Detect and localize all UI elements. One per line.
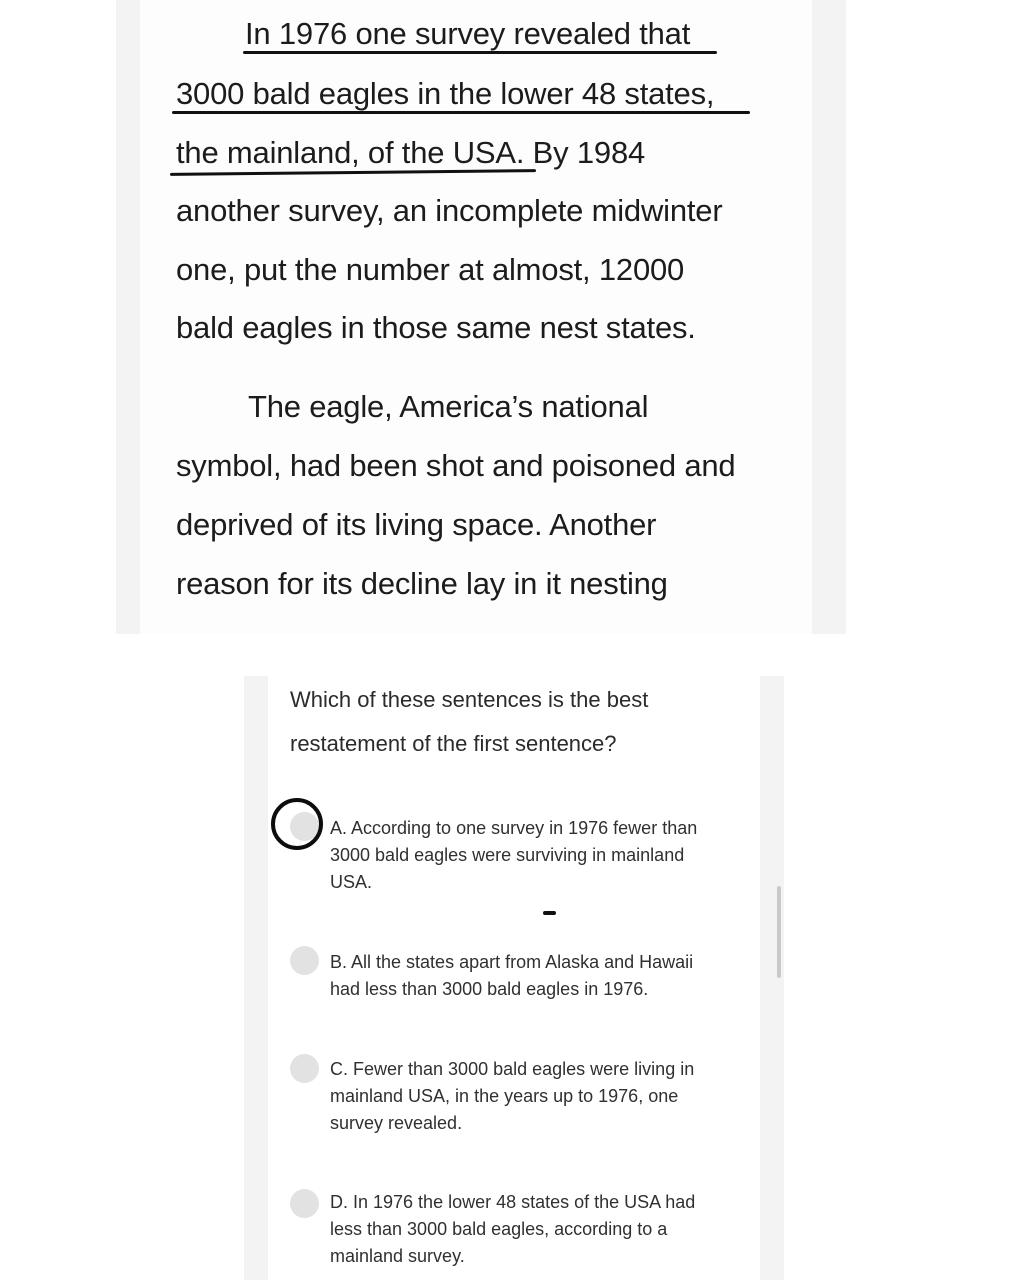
passage-line-3: the mainland, of the USA. By 1984 xyxy=(176,135,646,170)
underline-mark-1 xyxy=(243,51,717,54)
passage-line-2: 3000 bald eagles in the lower 48 states, xyxy=(176,76,715,111)
passage-line-1: In 1976 one survey revealed that xyxy=(245,16,691,51)
option-b-radio[interactable] xyxy=(290,946,319,975)
passage-line-10: reason for its decline lay in it nesting xyxy=(176,566,668,601)
question-line-2: restatement of the first sentence? xyxy=(290,731,617,756)
option-b-line-2: had less than 3000 bald eagles in 1976. xyxy=(330,979,649,999)
option-a[interactable] xyxy=(330,815,697,896)
option-c-radio[interactable] xyxy=(290,1054,319,1083)
option-d-line-2: less than 3000 bald eagles, according to a xyxy=(330,1219,668,1239)
option-c-line-2: mainland USA, in the years up to 1976, one xyxy=(330,1086,679,1106)
option-a-line-1: A. According to one survey in 1976 fewer than xyxy=(330,818,698,838)
underline-mark-2 xyxy=(172,111,750,114)
passage-line-4: another survey, an incomplete midwinter xyxy=(176,193,723,228)
option-a-line-3: USA. xyxy=(330,872,373,892)
option-c-line-1: C. Fewer than 3000 bald eagles were living in xyxy=(330,1059,695,1079)
passage-line-9: deprived of its living space. Another xyxy=(176,507,657,542)
passage-line-5: one, put the number at almost, 12000 xyxy=(176,252,685,287)
hand-drawn-circle-mark xyxy=(271,798,323,850)
passage-line-6: bald eagles in those same nest states. xyxy=(176,310,696,345)
option-d-line-1: D. In 1976 the lower 48 states of the USA had xyxy=(330,1192,696,1212)
hand-drawn-dash-mark xyxy=(543,911,556,915)
option-d-line-3: mainland survey. xyxy=(330,1246,465,1266)
passage-line-8: symbol, had been shot and poisoned and xyxy=(176,448,736,483)
option-d-radio[interactable] xyxy=(290,1189,319,1218)
option-c-line-3: survey revealed. xyxy=(330,1113,463,1133)
option-d[interactable] xyxy=(330,1189,695,1270)
passage-line-7: The eagle, America’s national xyxy=(248,389,649,424)
option-b-line-1: B. All the states apart from Alaska and Hawaii xyxy=(330,952,694,972)
scrollbar-thumb[interactable] xyxy=(777,886,781,978)
option-c[interactable] xyxy=(330,1056,694,1137)
option-a-line-2: 3000 bald eagles were surviving in mainland xyxy=(330,845,685,865)
option-b[interactable] xyxy=(330,949,693,1003)
question-line-1: Which of these sentences is the best xyxy=(290,687,649,712)
